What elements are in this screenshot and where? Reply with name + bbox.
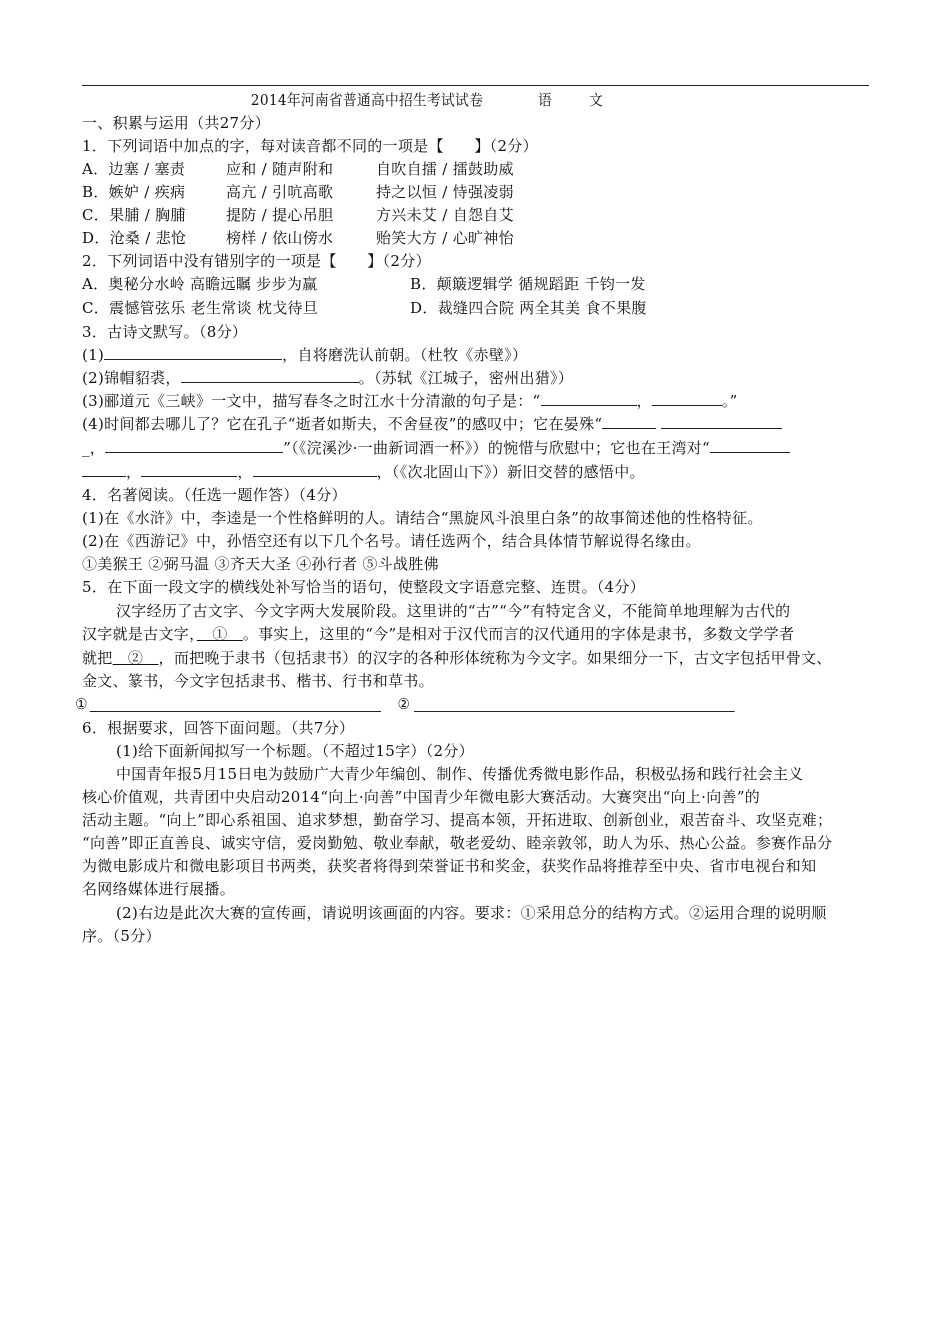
q2-option-a: A．奥秘分水岭 高瞻远瞩 步步为赢 (82, 275, 318, 293)
answer-blank-1[interactable] (90, 696, 381, 712)
blank-marker-2: ② (112, 649, 159, 667)
q2-option-c: C．震憾管弦乐 老生常谈 枕戈待旦 (82, 299, 319, 317)
q3-line-6: ， ， ，（《次北固山下》）新旧交替的感悟中。 (82, 461, 645, 483)
answer-blank[interactable] (541, 390, 637, 406)
answer-blank-2[interactable] (414, 696, 735, 712)
page-title (0, 89, 870, 111)
answer-blank[interactable] (82, 461, 126, 477)
answer-blank[interactable] (181, 367, 359, 383)
q5-para-line-1: 汉字经历了古文字、今文字两大发展阶段。这里讲的“古”“今”有特定含义，不能简单地理解为古代的 (116, 602, 791, 620)
q2-option-b: B．颠簸逻辑学 循规蹈距 千钧一发 (410, 275, 646, 293)
exam-page: 2014年河南省普通高中招生考试试卷 语 文 一、积累与运用（共27分） 1．下列词语中加点的字，每对读音都不同的一项是【 】（2分） A．边塞 / 塞责 应和 / 随声附和 自吹自擂 / 擂鼓助威 B．嫉妒 / 疾病 高亢 / 引吭高歌 持之以恒 / 恃强凌弱 C．果脯 / 胸脯 提防 / 提心吊胆 方兴未艾 / 自怨自艾 D．沧桑 / 悲怆 榜样 / 依山傍水 贻笑大方 / 心旷神怡 2．下列词语中没有错别字的一项是【 】（2分） A．奥秘分水岭 高瞻远瞩 步步为赢 B．颠簸逻辑学 循规蹈距 千钧一发 C．震憾管弦乐 老生常谈 枕戈待旦 D．裁缝四合院 两全其美 食不果腹 3．古诗文默写。（8分） (1) ，自将磨洗认前朝。（杜牧《赤壁》） (2)锦帽貂裘， 。（苏轼《江城子，密州出猎》） (3)郦道元《三峡》一文中，描写春冬之时江水十分清澈的句子是：“ ， 。” (4)时间都去哪儿了？它在孔子“逝者如斯夫，不舍昼夜”的感叹中；它在晏殊“ _， ”（《浣溪沙·一曲新词酒一杯》）的惋惜与欣慰中；它也在王湾对“ ， ， ，（《次北固山下》）新旧交替的感悟中。 4．名著阅读。（任选一题作答）（4分） (1)在《水浒》中，李逵是一个性格鲜明的人。请结合“黑旋风斗浪里白条”的故事简述他的性格特征。 (2)在《西游记》中，孙悟空还有以下几个名号。请任选两个，结合具体情节解说得名缘由。 ①美猴王 ②弼马温 ③齐天大圣 ④孙行者 ⑤斗战胜佛 5．在下面一段文字的横线处补写恰当的语句，使整段文字语意完整、连贯。（4分） 汉字经历了古文字、今文字两大发展阶段。这里讲的“古”“今”有特定含义，不能简单地理解为古代的 汉字就是古文字， ① 。事实上，这里的“今”是相对于汉代而言的汉代通用的字体是隶书，多数文学学者 就把 ② ，而把晚于隶书（包括隶书）的汉字的各种形体统称为今文字。如果细分一下，古文字包括甲骨文、 金文、篆书，今文字包括隶书、楷书、行书和草书。 ① ② 6．根据要求，回答下面问题。（共7分） (1)给下面新闻拟写一个标题。（不超过15字）（2分） 中国青年报5月15日电为鼓励广大青少年编创、制作、传播优秀微电影作品，积极弘扬和践行社会主义 核心价值观，共青团中央启动2014“向上·向善”中国青少年微电影大赛活动。大赛突出“向上·向善”的 活动主题。“向上”即心系祖国、追求梦想，勤奋学习、提高本领，开拓进取、创新创业，艰苦奋斗、攻坚克难； “向善”即正直善良、诚实守信，爱岗勤勉、敬业奉献，敬老爱幼、睦亲敦邻，助人为乐、热心公益。参赛作品分 为微电影成片和微电影项目书两类，获奖者将得到荣誉证书和奖金，获奖作品将推荐至中央、省市电视台和知 名网络媒体进行展播。 (2)右边是此次大赛的宣传画，请说明该画面的内容。要求：①采用总分的结构方式。②运用合理的说明顺 序。（5分） (0, 0, 950, 1344)
q5-para-line-4: 金文、篆书，今文字包括隶书、楷书、行书和草书。 (82, 672, 434, 690)
news-line-4: “向善”即正直善良、诚实守信，爱岗勤勉、敬业奉献，敬老爱幼、睦亲敦邻，助人为乐、热心公益。参赛作品分 (82, 834, 833, 852)
q4-line-3: ①美猴王 ②弼马温 ③齐天大圣 ④孙行者 ⑤斗战胜佛 (82, 555, 439, 573)
news-line-2: 核心价值观，共青团中央启动2014“向上·向善”中国青少年微电影大赛活动。大赛突出“向上·向善”的 (82, 788, 761, 806)
q6-sub-2-line-1: (2)右边是此次大赛的宣传画，请说明该画面的内容。要求：①采用总分的结构方式。②运用合理的说明顺 (116, 904, 827, 922)
q6-sub-2-line-2: 序。（5分） (82, 927, 161, 945)
answer-blank[interactable] (661, 413, 782, 429)
q4-line-1: (1)在《水浒》中，李逵是一个性格鲜明的人。请结合“黑旋风斗浪里白条”的故事简述他的性格特征。 (82, 509, 763, 527)
q5-para-line-3: 就把 ② ，而把晚于隶书（包括隶书）的汉字的各种形体统称为今文字。如果细分一下，古文字包括甲骨文、 (82, 649, 832, 667)
answer-blank[interactable] (652, 390, 722, 406)
answer-blank[interactable] (105, 437, 283, 453)
q6-sub-1: (1)给下面新闻拟写一个标题。（不超过15字）（2分） (116, 742, 474, 760)
question-6-stem: 6．根据要求，回答下面问题。（共7分） (82, 719, 355, 737)
q5-para-line-2: 汉字就是古文字， ① 。事实上，这里的“今”是相对于汉代而言的汉代通用的字体是隶书，多数文学学者 (82, 625, 795, 643)
header-rule (82, 85, 869, 86)
question-2-stem: 2．下列词语中没有错别字的一项是【 】（2分） (82, 252, 431, 270)
exam-title: 2014年河南省普通高中招生考试试卷 (250, 91, 484, 109)
q3-line-3: (3)郦道元《三峡》一文中，描写春冬之时江水十分清澈的句子是：“ ， 。” (82, 392, 738, 410)
answer-label-2: ② (397, 695, 411, 713)
q2-option-d: D．裁缝四合院 两全其美 食不果腹 (410, 299, 647, 317)
news-line-5: 为微电影成片和微电影项目书两类，获奖者将得到荣誉证书和奖金，获奖作品将推荐至中央、省市电视台和知 (82, 857, 817, 875)
news-line-3: 活动主题。“向上”即心系祖国、追求梦想，勤奋学习、提高本领，开拓进取、创新创业，艰苦奋斗、攻坚克难； (82, 811, 833, 829)
answer-blank[interactable] (602, 413, 656, 429)
question-3-stem: 3．古诗文默写。（8分） (82, 323, 248, 341)
answer-blank[interactable] (141, 461, 237, 477)
news-line-1: 中国青年报5月15日电为鼓励广大青少年编创、制作、传播优秀微电影作品，积极弘扬和践行社会主义 (116, 765, 804, 783)
answer-blank[interactable] (253, 461, 377, 477)
answer-blank[interactable] (104, 344, 282, 360)
q3-line-1: (1) ，自将磨洗认前朝。（杜牧《赤壁》） (82, 346, 528, 364)
subject-label: 语 文 (538, 91, 620, 109)
question-4-stem: 4．名著阅读。（任选一题作答）（4分） (82, 486, 347, 504)
q4-line-2: (2)在《西游记》中，孙悟空还有以下几个名号。请任选两个，结合具体情节解说得名缘由。 (82, 532, 701, 550)
answer-blank[interactable] (710, 437, 790, 453)
question-5-stem: 5．在下面一段文字的横线处补写恰当的语句，使整段文字语意完整、连贯。（4分） (82, 578, 645, 596)
question-1-stem: 1．下列词语中加点的字，每对读音都不同的一项是【 】（2分） (82, 137, 538, 155)
section-heading: 一、积累与运用（共27分） (82, 114, 270, 132)
answer-label-1: ① (75, 695, 88, 713)
blank-marker-1: ① (196, 625, 243, 643)
q3-line-5: _， ”（《浣溪沙·一曲新词酒一杯》）的惋惜与欣慰中；它也在王湾对“ (82, 437, 790, 459)
news-line-6: 名网络媒体进行展播。 (82, 880, 236, 898)
q3-line-4: (4)时间都去哪儿了？它在孔子“逝者如斯夫，不舍昼夜”的感叹中；它在晏殊“ (82, 413, 782, 435)
q3-line-2: (2)锦帽貂裘， 。（苏轼《江城子，密州出猎》） (82, 369, 574, 387)
